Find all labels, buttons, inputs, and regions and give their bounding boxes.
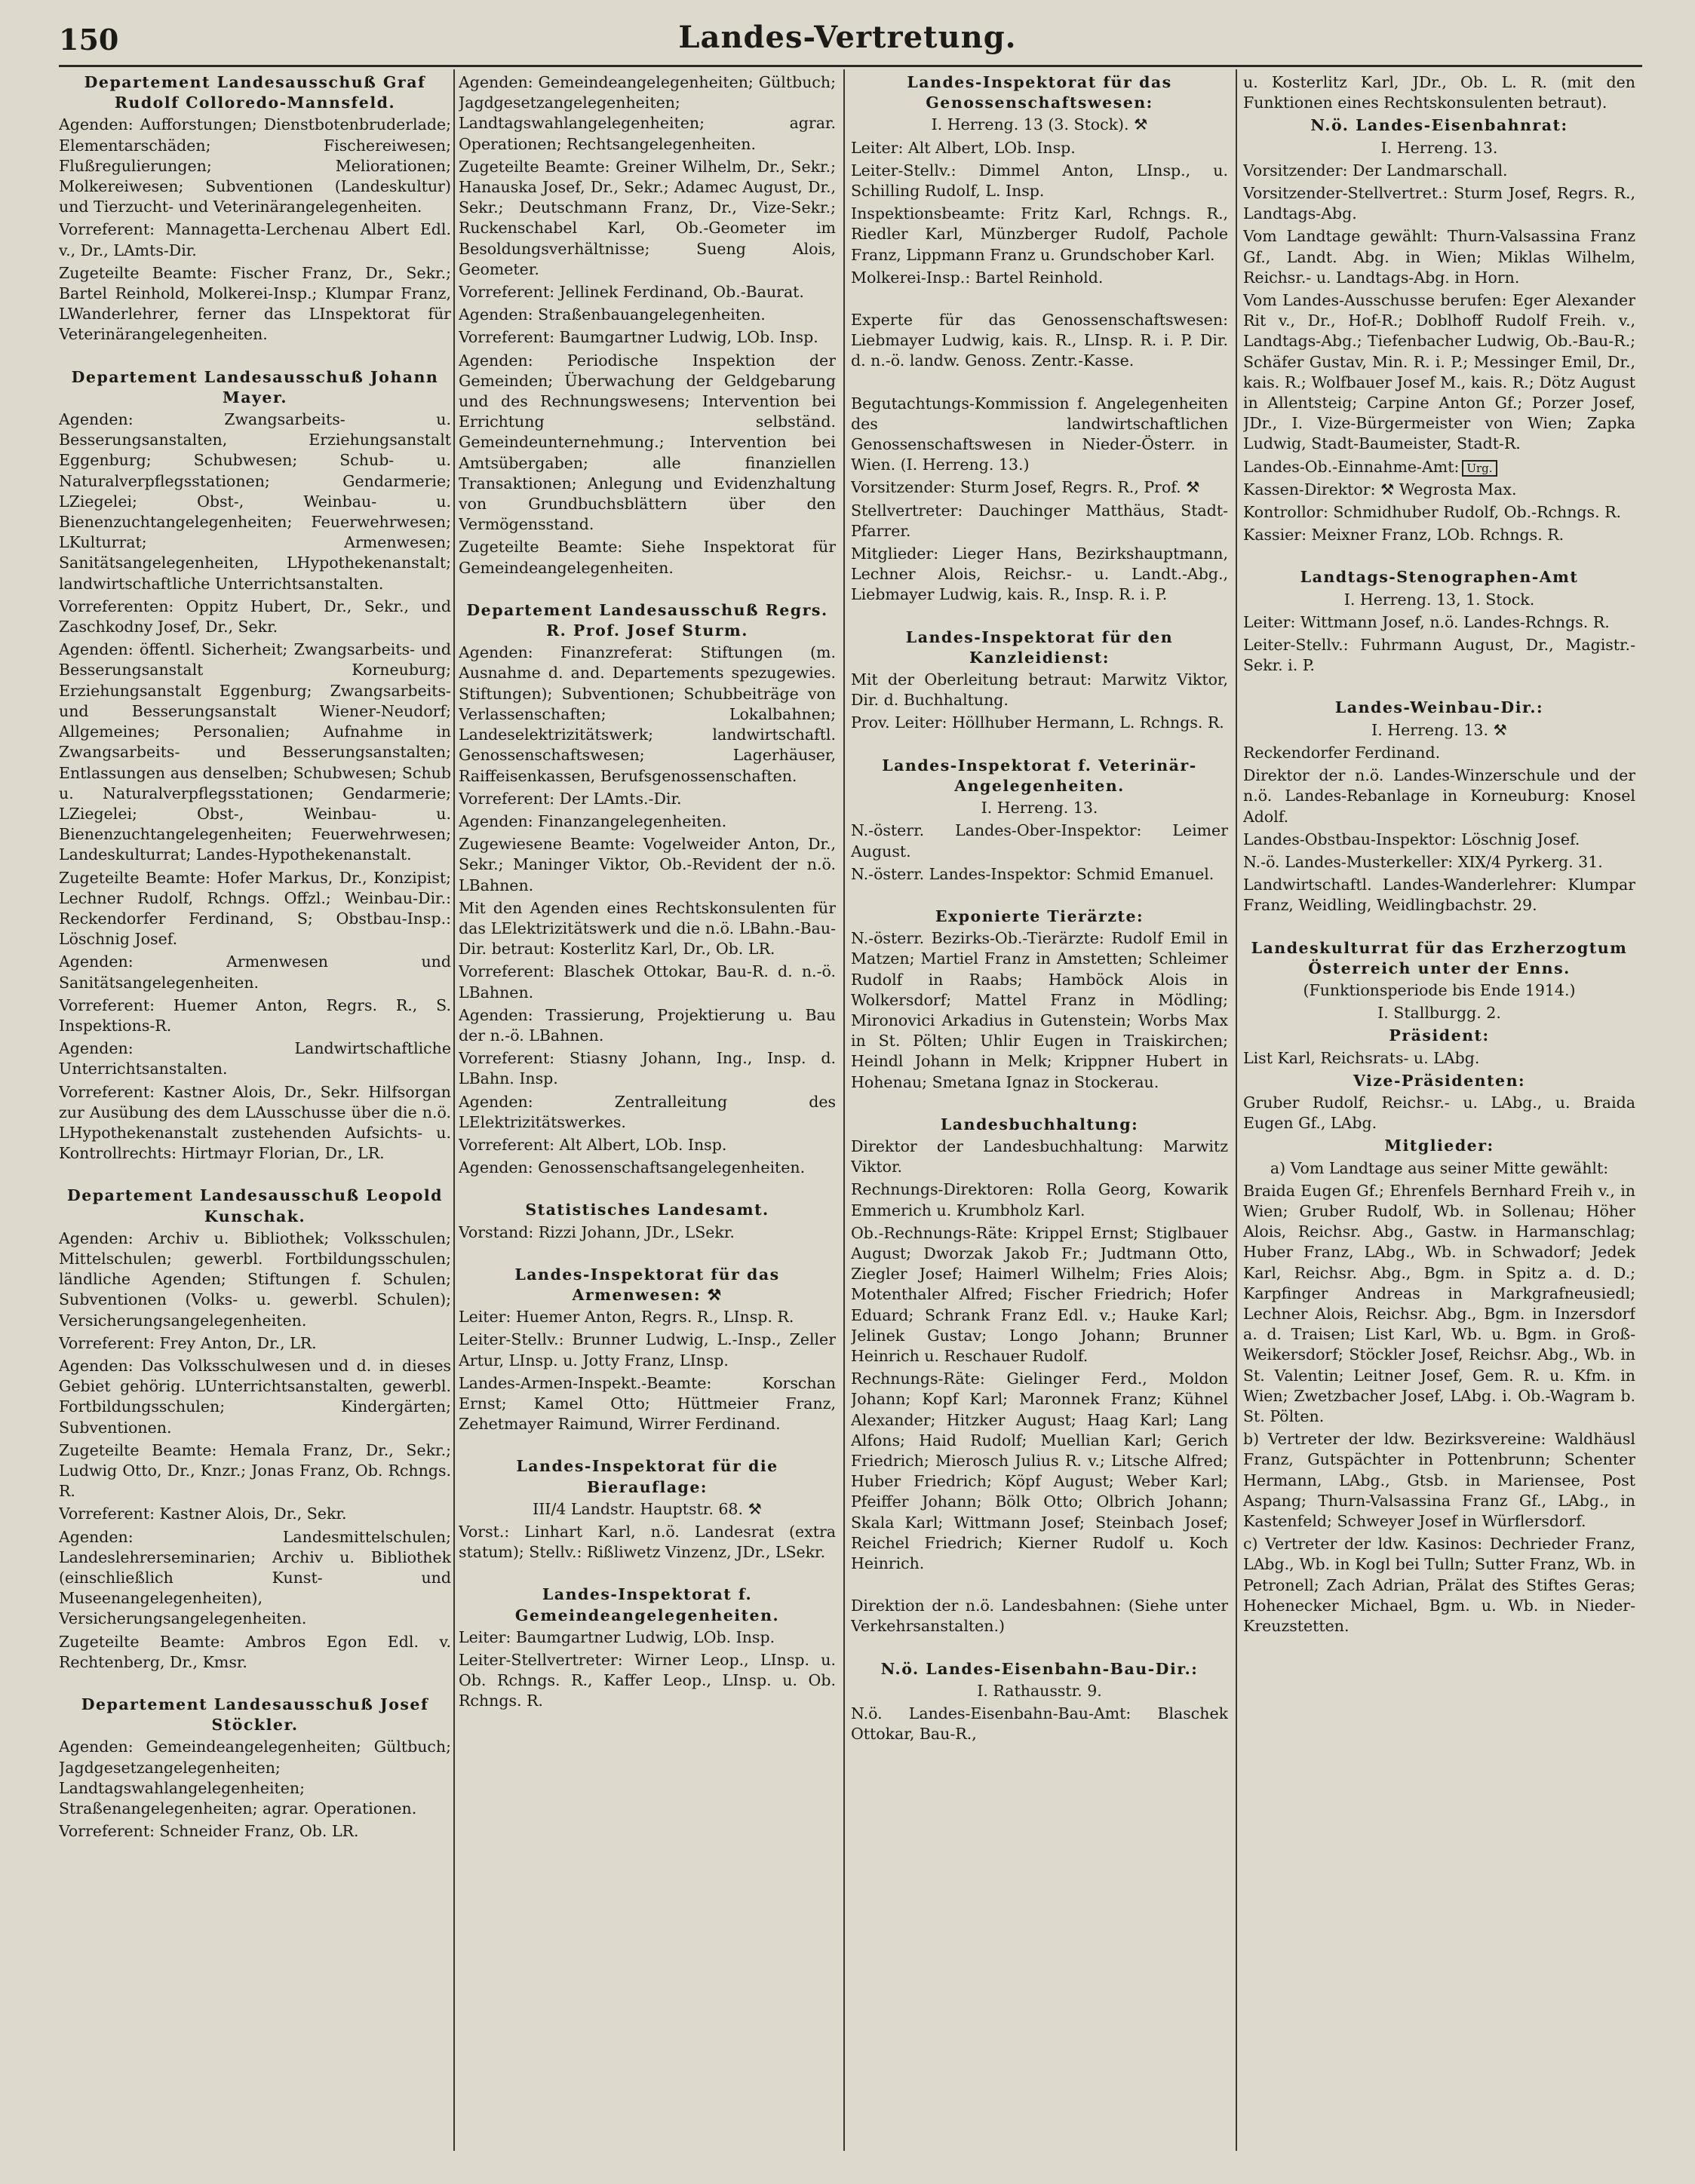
- entry-text: [59, 597, 451, 637]
- entry-text: [59, 263, 451, 345]
- entry-text-content: Exponierte Tierärzte:: [935, 906, 1144, 925]
- entry-text-content: Vom Landes-Ausschusse berufen: Eger Alexander Rit v., Dr., Hof-R.; Doblhoff Rudolf Freih. v., Landtags-Abg.; Tiefenbacher Ludwig, Ob.-Bau-R.; Schäfer Gustav, Min. R. i. P.; Messinger Emil, Dr., kais. R.; Wolfbauer Josef M., kais. R.; Dötz August in Allentsteig; Carpine Anton Gf.; Porzer Josef, JDr., I. Vize-Bürgermeister von Wien; Zapka Ludwig, Stadt-Baumeister, Stadt-R.: [1243, 291, 1635, 453]
- entry-text: [1243, 743, 1635, 763]
- section-heading: [459, 1200, 836, 1220]
- entry-text-content: Molkerei-Insp.: Bartel Reinhold.: [851, 268, 1104, 287]
- address-line: [851, 798, 1228, 818]
- entry-text: [851, 1223, 1228, 1367]
- entry-text-content: Statistisches Landesamt.: [525, 1201, 769, 1219]
- entry-text: [851, 821, 1228, 861]
- section-heading: [459, 1265, 836, 1305]
- spacer: [1243, 678, 1635, 698]
- entry-text-content: (Funktionsperiode bis Ende 1914.): [1303, 980, 1576, 999]
- column-4: [1243, 72, 1635, 2161]
- entry-text: [851, 477, 1228, 498]
- entry-text: [459, 811, 836, 832]
- entry-text-content: Landwirtschaftl. Landes-Wanderlehrer: Klumpar Franz, Weidling, Weidlingbachstr. 29.: [1243, 876, 1635, 915]
- entry-text: [1243, 612, 1635, 633]
- section-heading: [1243, 1136, 1635, 1156]
- entry-text-content: Agenden: Landwirtschaftliche Unterrichtsanstalten.: [59, 1039, 451, 1078]
- entry-text-content: I. Herreng. 13.: [981, 799, 1098, 817]
- entry-text: [459, 1135, 836, 1155]
- entry-text: [1243, 1181, 1635, 1427]
- header-rule: [59, 65, 1642, 67]
- entry-text-content: Vorsitzender: Sturm Josef, Regrs. R., Prof. ⚒: [851, 478, 1200, 497]
- entry-text: [851, 670, 1228, 710]
- entry-text-content: Ob.-Rechnungs-Räte: Krippel Ernst; Stiglbauer August; Dworzak Jakob Fr.; Judtmann Otto, Ziegler Josef; Haimerl Wilhelm; Fries Alois; Motenthaler Alfred; Fischer Friedrich; Hofer Eduard; Schrank Franz Edl. v.; Hauke Karl; Jelinek Gustav; Longo Johann; Brunner Heinrich u. Reschauer Rudolf.: [851, 1223, 1228, 1365]
- entry-text: [851, 544, 1228, 606]
- entry-text: [851, 310, 1228, 372]
- entry-text-content: Mit der Oberleitung betraut: Marwitz Viktor, Dir. d. Buchhaltung.: [851, 670, 1228, 710]
- entry-text-content: Leiter-Stellv.: Dimmel Anton, LInsp., u. Schilling Rudolf, L. Insp.: [851, 161, 1228, 201]
- entry-text-content: Landeskulturrat für das Erzherzogtum Österreich unter der Enns.: [1251, 938, 1628, 977]
- entry-text: [851, 1596, 1228, 1636]
- spacer: [459, 581, 836, 600]
- entry-text-content: Landtags-Stenographen-Amt: [1300, 568, 1579, 587]
- entry-text: [1243, 72, 1635, 113]
- entry-text-content: Zugeteilte Beamte: Hofer Markus, Dr., Konzipist; Lechner Rudolf, Rchngs. Offzl.; Weinbau-Dir.: Reckendorfer Ferdinand, S; Obstbau-Insp.: Löschnig Josef.: [59, 868, 451, 949]
- entry-text-content: List Karl, Reichsrats- u. LAbg.: [1243, 1048, 1480, 1067]
- entry-text-content: Zugeteilte Beamte: Greiner Wilhelm, Dr., Sekr.; Hanauska Josef, Dr., Sekr.; Adamec August, Dr., Sekr.; Deutschmann Franz, Dr., Vize-Sekr.; Ruckenschabel Karl, Ob.-Geometer im Besoldungsverhältnisse; Sueng Alois, Geometer.: [459, 157, 836, 278]
- entry-text-content: Departement Landesausschuß Regrs. R. Prof. Josef Sturm.: [466, 600, 828, 640]
- entry-text-content: Agenden: Periodische Inspektion der Gemeinden; Überwachung der Geldgebarung und des Rechnungswesens; Intervention bei Errichtung selbständ. Gemeindeunternehmung.; Intervention bei Amtsübergaben; alle finanziellen Transaktionen; Anlegung und Evidenzhaltung von Grundbuchsblättern über den Vermögensstand.: [459, 351, 836, 534]
- entry-text: [59, 1356, 451, 1438]
- entry-text-content: Vorreferent: Baumgartner Ludwig, LOb. Insp.: [459, 328, 818, 347]
- entry-text: [851, 394, 1228, 476]
- address-line: [1243, 138, 1635, 158]
- entry-text-content: Agenden: Aufforstungen; Dienstbotenbruderlade; Elementarschäden; Fischereiwesen; Flußregulierungen; Meliorationen; Molkereiwesen; Subventionen (Landeskultur) und Tierzucht- und Veterinärangelegenheiten.: [59, 115, 451, 216]
- entry-text: [59, 1440, 451, 1502]
- section-heading: [59, 367, 451, 408]
- entry-text-content: Vorreferent: Schneider Franz, Ob. LR.: [59, 1822, 359, 1841]
- entry-text-content: Landes-Inspektorat für das Armenwesen: ⚒: [514, 1265, 780, 1304]
- section-heading: [1243, 1071, 1635, 1091]
- entry-text-content: N.-österr. Bezirks-Ob.-Tierärzte: Rudolf Emil in Matzen; Martiel Franz in Amstetten; Schleimer Rudolf in Raabs; Hamböck Alois in Wolkersdorf; Mattel Franz in Mödling; Mironovici Arkadius in Gutenstein; Worbs Max in St. Pölten; Uhlir Eugen in Traiskirchen; Heindl Johann in Melk; Krippner Hubert in Hohenau; Smetana Ignaz in Stockerau.: [851, 929, 1228, 1091]
- entry-text-content: Departement Landesausschuß Johann Mayer.: [71, 367, 439, 406]
- entry-text-content: N.ö. Landes-Eisenbahnrat:: [1310, 116, 1568, 135]
- section-heading: [851, 72, 1228, 113]
- entry-text: [1243, 1429, 1635, 1532]
- entry-text-content: Agenden: Gemeindeangelegenheiten; Gültbuch; Jagdgesetzangelegenheiten; Landtagswahlangelegenheiten; Straßenangelegenheiten; agrar. Operationen.: [59, 1738, 451, 1818]
- entry-text: [459, 1005, 836, 1046]
- section-heading: [1243, 938, 1635, 979]
- spacer: [59, 1675, 451, 1695]
- section-heading: [851, 1115, 1228, 1135]
- entry-text: [851, 268, 1228, 288]
- entry-text: [59, 995, 451, 1036]
- address-line: [1243, 720, 1635, 741]
- entry-text-content: Vorreferent: Mannagetta-Lerchenau Albert Edl. v., Dr., LAmts-Dir.: [59, 220, 451, 259]
- entry-text-content: Landes-Inspektorat für den Kanzleidienst:: [905, 627, 1174, 667]
- entry-text-content: N.-österr. Landes-Ober-Inspektor: Leimer August.: [851, 821, 1228, 860]
- entry-text: [59, 115, 451, 217]
- entry-text-content: Agenden: Genossenschaftsangelegenheiten.: [459, 1158, 806, 1177]
- entry-text: [1243, 480, 1635, 500]
- entry-text-content: Vorstand: Rizzi Johann, JDr., LSekr.: [459, 1222, 735, 1241]
- entry-text: [59, 1821, 451, 1842]
- address-line: [1243, 590, 1635, 610]
- entry-text: [59, 1504, 451, 1524]
- entry-text-content: Agenden: Armenwesen und Sanitätsangelegenheiten.: [59, 952, 451, 992]
- entry-text: [59, 1038, 451, 1079]
- spacer: [851, 1640, 1228, 1659]
- entry-text: [59, 952, 451, 992]
- entry-text-content: Direktor der Landesbuchhaltung: Marwitz Viktor.: [851, 1136, 1228, 1176]
- entry-text: [459, 789, 836, 809]
- entry-text-content: Departement Landesausschuß Leopold Kunschak.: [66, 1186, 444, 1225]
- spacer: [851, 608, 1228, 627]
- spacer: [851, 374, 1228, 394]
- address-line: [459, 1499, 836, 1520]
- address-line: [1243, 980, 1635, 1001]
- entry-text-content: Experte für das Genossenschaftswesen: Liebmayer Ludwig, kais. R., LInsp. R. i. P. Dir. d. n.-ö. landw. Genoss. Zentr.-Kasse.: [851, 311, 1228, 370]
- entry-text-content: Kassier: Meixner Franz, LOb. Rchngs. R.: [1243, 526, 1564, 544]
- spacer: [459, 1245, 836, 1265]
- entry-text: [59, 1632, 451, 1673]
- column-2: [459, 72, 836, 2161]
- entry-text: [459, 351, 836, 535]
- entry-text-content: Agenden: Zwangsarbeits- u. Besserungsanstalten, Erziehungsanstalt Eggenburg; Schubwesen; Schub- u. Naturalverpflegsstationen; Gendarmerie; LZiegelei; Obst-, Weinbau- u. Bienenzuchtangelegenheiten; Feuerwehrwesen; LKulturrat; Armenwesen; Sanitätsangelegenheiten, LHypothekenanstalt; landwirtschaftliche Unterrichtsanstalten.: [59, 410, 451, 593]
- entry-text: [1243, 457, 1635, 477]
- entry-text-content: Mit den Agenden eines Rechtskonsulenten für das LElektrizitätswerk und die n.ö. LBahn.-Bau-Dir. betraut: Kosterlitz Karl, Dr., Ob. LR.: [459, 898, 836, 959]
- entry-text-content: Departement Landesausschuß Graf Rudolf Colloredo-Mannsfeld.: [84, 73, 426, 112]
- entry-text-content: Prov. Leiter: Höllhuber Hermann, L. Rchngs. R.: [851, 713, 1224, 732]
- entry-text-content: Reckendorfer Ferdinand.: [1243, 743, 1441, 762]
- entry-text-content: Vorreferent: Jellinek Ferdinand, Ob.-Baurat.: [459, 283, 804, 302]
- entry-text-content: Landes-Weinbau-Dir.:: [1334, 698, 1544, 717]
- entry-text-content: Kassen-Direktor: ⚒ Wegrosta Max.: [1243, 480, 1517, 498]
- entry-text-content: Agenden: Finanzangelegenheiten.: [459, 811, 727, 830]
- entry-text: [1243, 525, 1635, 545]
- entry-text-content: Direktor der n.ö. Landes-Winzerschule und der n.ö. Landes-Rebanlage in Korneuburg: Knosel Adolf.: [1243, 766, 1635, 826]
- spacer: [459, 1565, 836, 1584]
- entry-text: [459, 1373, 836, 1435]
- entry-text: [851, 204, 1228, 265]
- entry-text-content: Landesbuchhaltung:: [940, 1115, 1139, 1133]
- entry-text: [459, 327, 836, 348]
- entry-text-content: I. Herreng. 13 (3. Stock). ⚒: [931, 115, 1148, 134]
- page-number: 150: [59, 23, 119, 57]
- entry-text-content: Landes-Inspektorat für die Bierauflage:: [516, 1457, 778, 1496]
- entry-text: [59, 1082, 451, 1164]
- entry-text: [459, 1222, 836, 1243]
- entry-text: [459, 157, 836, 280]
- entry-text-content: a) Vom Landtage aus seiner Mitte gewählt:: [1270, 1158, 1609, 1177]
- entry-text: [59, 410, 451, 594]
- entry-text: [459, 962, 836, 1002]
- column-1: [59, 72, 451, 2161]
- entry-text-content: Agenden: Archiv u. Bibliothek; Volksschulen; Mittelschulen; gewerbl. Fortbildungsschulen; ländliche Agenden; Stiftungen f. Schulen; Subventionen (Volks- u. gewerbl. Schulen); Versicherungsangelegenheiten.: [59, 1228, 451, 1330]
- entry-text: [1243, 1534, 1635, 1636]
- entry-text-content: Vorreferent: Kastner Alois, Dr., Sekr. Hilfsorgan zur Ausübung des dem LAusschusse über die n.ö. LHypothekenanstalt zustehenden Aufsichts- u. Kontrollrechts: Hirtmayr Florian, Dr., LR.: [59, 1082, 451, 1163]
- entry-text-content: Vorreferent: Alt Albert, LOb. Insp.: [459, 1135, 727, 1154]
- column-3: [851, 72, 1228, 2161]
- entry-text-content: Agenden: öffentl. Sicherheit; Zwangsarbeits- und Besserungsanstalt Korneuburg; Erziehungsanstalt Eggenburg; Zwangsarbeits- und Besserungsanstalt Wiener-Neudorf; Allgemeines; Personalien; Aufnahme in Zwangsarbeits- und Besserungsanstalten; Entlassungen aus denselben; Schubwesen; Schub u. Naturalverpflegsstationen; Gendarmerie; LZiegelei; Obst-, Weinbau- u. Bienenzuchtangelegenheiten; Feuerwehrwesen; Landeskulturrat; Landes-Hypothekenanstalt.: [59, 640, 451, 864]
- section-heading: [851, 756, 1228, 796]
- entry-text-content: Vom Landtage gewählt: Thurn-Valsassina Franz Gf., Landt. Abg. in Wien; Miklas Wilhelm, Reichsr.- u. Landtags-Abg. in Horn.: [1243, 227, 1635, 287]
- entry-text: [1243, 290, 1635, 455]
- entry-text: [459, 834, 836, 896]
- entry-text-content: I. Herreng. 13. ⚒: [1371, 720, 1507, 739]
- entry-text-content: Landes-Inspektorat f. Veterinär-Angelegenheiten.: [882, 756, 1197, 795]
- spacer: [1243, 919, 1635, 938]
- address-line: [851, 115, 1228, 135]
- entry-text-content: Vorreferent: Kastner Alois, Dr., Sekr.: [59, 1505, 347, 1523]
- entry-text-content: Stellvertreter: Dauchinger Matthäus, Stadt-Pfarrer.: [851, 501, 1228, 540]
- section-heading: [1243, 115, 1635, 136]
- spacer: [59, 348, 451, 367]
- entry-text-content: u. Kosterlitz Karl, JDr., Ob. L. R. (mit den Funktionen eines Rechtskonsulenten betraut).: [1243, 73, 1635, 112]
- spacer: [1243, 548, 1635, 567]
- entry-text-content: Vorreferenten: Oppitz Hubert, Dr., Sekr., und Zaschkodny Josef, Dr., Sekr.: [59, 597, 451, 636]
- entry-text-content: Inspektionsbeamte: Fritz Karl, Rchngs. R., Riedler Karl, Münzberger Rudolf, Pachole Franz, Lippmann Franz u. Grundschober Karl.: [851, 204, 1228, 264]
- entry-text: [459, 1330, 836, 1370]
- section-heading: [1243, 698, 1635, 718]
- spacer: [851, 1095, 1228, 1115]
- entry-text-content: Landes-Ob.-Einnahme-Amt:: [1243, 457, 1460, 476]
- entry-text-content: Leiter-Stellv.: Fuhrmann August, Dr., Magistr.-Sekr. i. P.: [1243, 636, 1635, 675]
- entry-text: [851, 138, 1228, 158]
- entry-text-content: Landes-Obstbau-Inspektor: Löschnig Josef.: [1243, 830, 1580, 848]
- entry-text-content: Landes-Inspektorat f. Gemeindeangelegenheiten.: [514, 1585, 780, 1624]
- entry-text-content: c) Vertreter der ldw. Kasinos: Dechrieder Franz, LAbg., Wb. in Kogl bei Tulln; Sutter Franz, Wb. in Petronell; Zach Adrian, Prälat des Stiftes Geras; Hohenecker Michael, Bgm. u. Wb. in Nieder-Kreuzstetten.: [1243, 1535, 1635, 1636]
- spacer: [851, 290, 1228, 310]
- spacer: [851, 887, 1228, 906]
- entry-text-content: Agenden: Straßenbauangelegenheiten.: [459, 305, 766, 324]
- section-heading: [459, 600, 836, 641]
- entry-text-content: Leiter-Stellv.: Brunner Ludwig, L.-Insp., Zeller Artur, LInsp. u. Jotty Franz, LInsp.: [459, 1330, 836, 1370]
- entry-text-content: I. Stallburgg. 2.: [1377, 1004, 1501, 1023]
- entry-text-content: Landes-Inspektorat für das Genossenschaftswesen:: [907, 73, 1172, 112]
- entry-text-content: Mitglieder:: [1384, 1136, 1494, 1155]
- column-divider: [843, 69, 845, 2151]
- entry-text: [459, 537, 836, 578]
- entry-text: [59, 1228, 451, 1331]
- running-head: Landes-Vertretung.: [678, 20, 1017, 55]
- entry-text: [459, 643, 836, 786]
- entry-text: [459, 72, 836, 155]
- entry-text-content: Gruber Rudolf, Reichsr.- u. LAbg., u. Braida Eugen Gf., LAbg.: [1243, 1093, 1635, 1133]
- section-heading: [459, 1456, 836, 1497]
- section-heading: [851, 906, 1228, 927]
- entry-text: [459, 1092, 836, 1133]
- entry-text: [1243, 161, 1635, 181]
- entry-text: [851, 1704, 1228, 1744]
- entry-text-content: b) Vertreter der ldw. Bezirksvereine: Waldhäusl Franz, Gutspächter in Pottenbrunn; Schenter Hermann, LAbg., Gtsb. in Mariensee, Post Aspang; Thurn-Valsassina Franz Gf., LAbg., in Kastenfeld; Schweyer Josef in Würflersdorf.: [1243, 1430, 1635, 1530]
- entry-text: [851, 1179, 1228, 1220]
- entry-text-content: N.-österr. Landes-Inspektor: Schmid Emanuel.: [851, 864, 1214, 883]
- entry-text: [59, 1333, 451, 1354]
- entry-text: [851, 501, 1228, 541]
- entry-text-content: III/4 Landstr. Hauptstr. 68. ⚒: [533, 1499, 762, 1518]
- address-line: [1243, 1158, 1635, 1179]
- entry-text: [59, 1737, 451, 1819]
- entry-text: [59, 219, 451, 260]
- section-heading: [59, 1695, 451, 1735]
- entry-text-content: Vorsitzender-Stellvertret.: Sturm Josef, Regrs. R., Landtags-Abg.: [1243, 184, 1635, 223]
- entry-text-content: Mitglieder: Lieger Hans, Bezirkshauptmann, Lechner Alois, Reichsr.- u. Landt.-Abg., Liebmayer Ludwig, kais. R., Insp. R. i. P.: [851, 544, 1228, 604]
- entry-text-content: Agenden: Finanzreferat: Stiftungen (m. Ausnahme d. and. Departements spezugewies. Stiftungen); Subventionen; Schubbeiträge von Verlassenschaften; Lokalbahnen; Landeselektrizitätswerk; landwirtschaftl. Genossenschaftswesen; Lagerhäuser, Raiffeisenkassen, Berufsgenossenschaften.: [459, 643, 836, 785]
- entry-text: [459, 305, 836, 325]
- entry-text: [459, 898, 836, 960]
- entry-text-content: Vorreferent: Blaschek Ottokar, Bau-R. d. n.-ö. LBahnen.: [459, 962, 836, 1002]
- entry-text-content: Rechnungs-Direktoren: Rolla Georg, Kowarik Emmerich u. Krumbholz Karl.: [851, 1180, 1228, 1219]
- entry-text-content: Vorreferent: Stiasny Johann, Ing., Insp. d. LBahn. Insp.: [459, 1049, 836, 1088]
- entry-text-content: I. Rathausstr. 9.: [977, 1681, 1102, 1700]
- entry-text: [851, 928, 1228, 1093]
- entry-text-content: Agenden: Gemeindeangelegenheiten; Gültbuch; Jagdgesetzangelegenheiten; Landtagswahlangelegenheiten; agrar. Operationen; Rechtsangelegenheiten.: [459, 73, 836, 153]
- entry-text: [1243, 1048, 1635, 1069]
- entry-text: [851, 713, 1228, 733]
- entry-text-content: Zugeteilte Beamte: Hemala Franz, Dr., Sekr.; Ludwig Otto, Dr., Knzr.; Jonas Franz, Ob. Rchngs. R.: [59, 1440, 451, 1501]
- entry-text-content: Leiter: Baumgartner Ludwig, LOb. Insp.: [459, 1627, 775, 1646]
- entry-text-content: Zugewiesene Beamte: Vogelweider Anton, Dr., Sekr.; Maninger Viktor, Ob.-Revident der n.ö. LBahnen.: [459, 835, 836, 894]
- entry-text-content: Vorreferent: Frey Anton, Dr., LR.: [59, 1333, 317, 1352]
- entry-text-content: Agenden: Trassierung, Projektierung u. Bau der n.-ö. LBahnen.: [459, 1005, 836, 1044]
- entry-text-content: Agenden: Das Volksschulwesen und d. in dieses Gebiet gehörig. LUnterrichtsanstalten, gewerbl. Fortbildungsschulen; Kindergärten; Subventionen.: [59, 1356, 451, 1437]
- entry-text-content: Zugeteilte Beamte: Siehe Inspektorat für Gemeindeangelegenheiten.: [459, 538, 836, 577]
- entry-text-content: Agenden: Zentralleitung des LElektrizitätswerkes.: [459, 1092, 836, 1131]
- entry-text: [1243, 830, 1635, 850]
- entry-text: [851, 1369, 1228, 1574]
- entry-text: [59, 640, 451, 865]
- section-heading: [1243, 567, 1635, 587]
- entry-text: [459, 1307, 836, 1327]
- entry-text-content: N.ö. Landes-Eisenbahn-Bau-Amt: Blaschek Ottokar, Bau-R.,: [851, 1704, 1228, 1744]
- entry-text-content: Leiter: Wittmann Josef, n.ö. Landes-Rchngs. R.: [1243, 612, 1610, 631]
- entry-text-content: Vorst.: Linhart Karl, n.ö. Landesrat (extra statum); Stellv.: Rißliwetz Vinzenz, JDr., LSekr.: [459, 1523, 836, 1562]
- section-heading: [1243, 1026, 1635, 1046]
- entry-text-content: Kontrollor: Schmidhuber Rudolf, Ob.-Rchngs. R.: [1243, 503, 1622, 522]
- entry-text-content: I. Herreng. 13, 1. Stock.: [1343, 590, 1535, 609]
- spacer: [851, 1576, 1228, 1596]
- entry-text: [459, 1627, 836, 1648]
- section-heading: [59, 1186, 451, 1226]
- spacer: [459, 1180, 836, 1200]
- entry-text: [459, 1048, 836, 1089]
- address-line: [1243, 1003, 1635, 1023]
- section-heading: [851, 627, 1228, 668]
- entry-text-content: Braida Eugen Gf.; Ehrenfels Bernhard Freih v., in Wien; Gruber Rudolf, Wb. in Sollenau; Höher Alois, Reichsr. Abg., Gastw. in Harmanschlag; Huber Franz, LAbg., Wb. in Schwadorf; Jedek Karl, Reichsr. Abg., Bgm. in Spitz a. d. D.; Karpfinger Andreas in Markgrafneusiedl; Lechner Alois, Reichsr. Abg., Bgm. in Inzersdorf a. d. Traisen; List Karl, Wb. u. Bgm. in Groß-Weikersdorf; Stöckler Josef, Reichsr. Abg., Wb. in St. Valentin; Leitner Josef, Gem. R. u. Kfm. in Wien; Zwetzbacher Josef, LAbg. i. Ob.-Wagram b. St. Pölten.: [1243, 1181, 1635, 1425]
- column-divider: [453, 69, 455, 2151]
- entry-text: [851, 1136, 1228, 1177]
- entry-text: [1243, 502, 1635, 523]
- entry-text: [1243, 183, 1635, 224]
- entry-text: [851, 161, 1228, 201]
- entry-text: [59, 868, 451, 950]
- entry-text-content: Rechnungs-Räte: Gielinger Ferd., Moldon Johann; Kopf Karl; Maronnek Franz; Kühnel Alexander; Hitzker August; Haag Karl; Lang Alfons; Haid Rudolf; Muellian Karl; Gerich Friedrich; Mierosch Julius R. v.; Litsche Alfred; Huber Friedrich; Köpf August; Weber Karl; Pfeiffer Johann; Bölk Otto; Olbrich Johann; Skala Karl; Wittmann Josef; Steinbach Josef; Reichel Friedrich; Kierner Rudolf u. Koch Heinrich.: [851, 1370, 1228, 1572]
- column-divider: [1236, 69, 1237, 2151]
- entry-text: [459, 1522, 836, 1563]
- entry-text-content: Agenden: Landesmittelschulen; Landeslehrerseminarien; Archiv u. Bibliothek (einschließlich Kunst- und Museenangelegenheiten), Versicherungsangelegenheiten.: [59, 1527, 451, 1628]
- entry-text-content: Vorreferent: Huemer Anton, Regrs. R., S. Inspektions-R.: [59, 995, 451, 1035]
- address-line: [851, 1681, 1228, 1701]
- spacer: [59, 1166, 451, 1186]
- stamp-label: Urg.: [1462, 460, 1497, 477]
- section-heading: [459, 1584, 836, 1625]
- section-heading: [851, 1659, 1228, 1679]
- entry-text: [459, 282, 836, 302]
- entry-text-content: Leiter: Huemer Anton, Regrs. R., LInsp. R.: [459, 1308, 794, 1327]
- entry-text-content: Begutachtungs-Kommission f. Angelegenheiten des landwirtschaftlichen Genossenschaftswesen in Nieder-Österr. in Wien. (I. Herreng. 13.): [851, 394, 1228, 474]
- entry-text: [459, 1158, 836, 1178]
- entry-text: [59, 1527, 451, 1630]
- entry-text-content: N.-ö. Landes-Musterkeller: XIX/4 Pyrkerg. 31.: [1243, 852, 1603, 871]
- entry-text-content: Vize-Präsidenten:: [1353, 1071, 1526, 1090]
- entry-text: [851, 864, 1228, 885]
- entry-text: [1243, 875, 1635, 916]
- entry-text: [1243, 852, 1635, 873]
- entry-text-content: N.ö. Landes-Eisenbahn-Bau-Dir.:: [880, 1659, 1199, 1678]
- entry-text-content: Vorsitzender: Der Landmarschall.: [1243, 161, 1508, 179]
- entry-text-content: Direktion der n.ö. Landesbahnen: (Siehe unter Verkehrsanstalten.): [851, 1597, 1228, 1636]
- entry-text-content: I. Herreng. 13.: [1380, 138, 1498, 157]
- entry-text-content: Landes-Armen-Inspekt.-Beamte: Korschan Ernst; Kamel Otto; Hüttmeier Franz, Zehetmayer Raimund, Wirrer Ferdinand.: [459, 1373, 836, 1434]
- entry-text: [1243, 226, 1635, 288]
- spacer: [459, 1437, 836, 1456]
- entry-text-content: Zugeteilte Beamte: Fischer Franz, Dr., Sekr.; Bartel Reinhold, Molkerei-Insp.; Klumpar Franz, LWanderlehrer, ferner das LInspektorat für Veterinärangelegenheiten.: [59, 263, 451, 344]
- section-heading: [59, 72, 451, 113]
- entry-text: [1243, 765, 1635, 827]
- entry-text-content: Leiter-Stellvertreter: Wirner Leop., LInsp. u. Ob. Rchngs. R., Kaffer Leop., LInsp. u. Ob. Rchngs. R.: [459, 1651, 836, 1710]
- spacer: [851, 736, 1228, 756]
- entry-text-content: Departement Landesausschuß Josef Stöckler.: [81, 1695, 429, 1735]
- entry-text-content: Vorreferent: Der LAmts.-Dir.: [459, 789, 682, 808]
- entry-text: [459, 1650, 836, 1712]
- entry-text-content: Zugeteilte Beamte: Ambros Egon Edl. v. Rechtenberg, Dr., Kmsr.: [59, 1632, 451, 1671]
- entry-text: [1243, 1093, 1635, 1133]
- entry-text: [1243, 635, 1635, 676]
- entry-text-content: Leiter: Alt Albert, LOb. Insp.: [851, 138, 1076, 157]
- entry-text-content: Präsident:: [1389, 1026, 1490, 1045]
